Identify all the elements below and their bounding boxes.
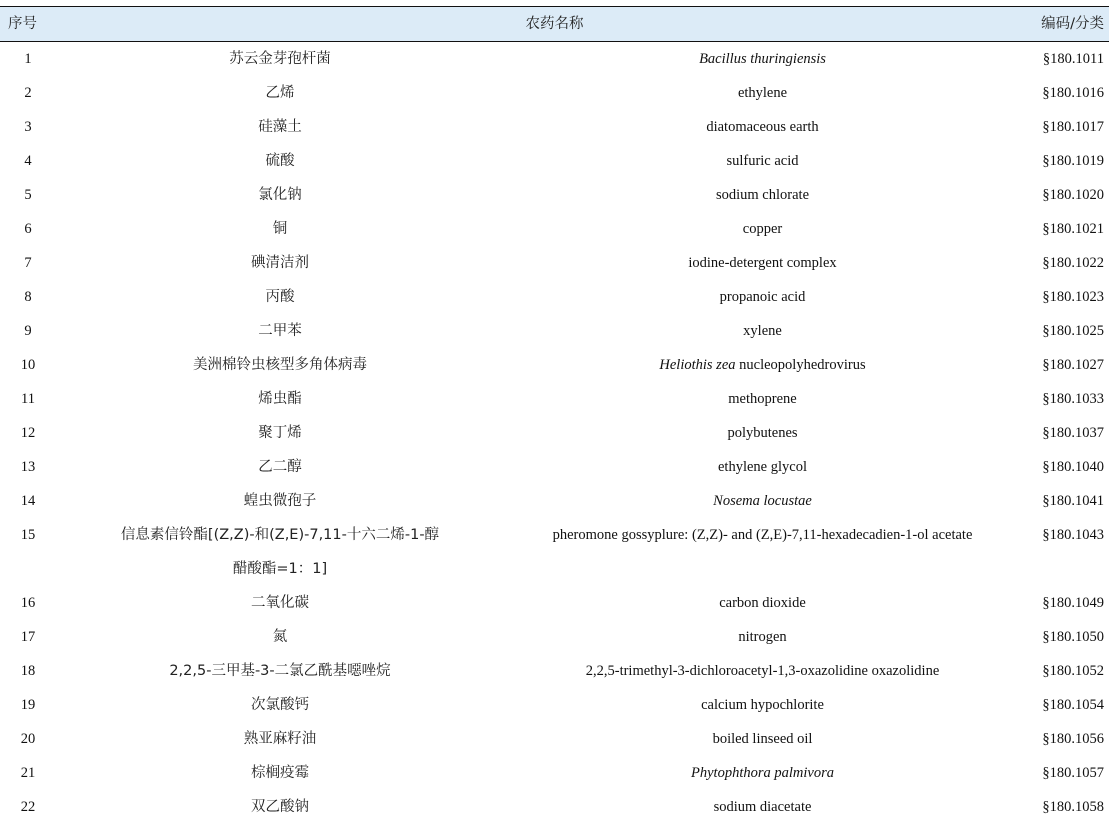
table-header [0, 6, 1109, 42]
row-code: §180.1033 [1042, 391, 1104, 407]
header-code: 编码/分类 [1041, 16, 1104, 32]
row-code: §180.1011 [1042, 51, 1104, 67]
row-code: §180.1056 [1042, 731, 1104, 747]
row-english-name: methoprene [728, 391, 797, 407]
table-row [0, 416, 1109, 450]
table-row [0, 76, 1109, 110]
row-code: §180.1037 [1042, 425, 1104, 441]
row-index: 18 [20, 663, 36, 679]
row-chinese-name: 双乙酸钠 [251, 799, 309, 815]
row-index: 5 [24, 187, 32, 203]
row-english-name: Nosema locustae [713, 493, 812, 509]
row-code: §180.1023 [1042, 289, 1104, 305]
row-code: §180.1020 [1042, 187, 1104, 203]
row-chinese-name: 次氯酸钙 [251, 697, 309, 713]
row-chinese-name: 铜 [272, 221, 288, 237]
row-english-name [510, 348, 1015, 382]
row-index: 20 [20, 731, 36, 747]
row-english-name: sodium diacetate [713, 799, 812, 815]
table-body [0, 42, 1109, 824]
row-index: 12 [20, 425, 36, 441]
table-row [0, 484, 1109, 518]
row-english-name: copper [742, 221, 783, 237]
row-chinese-name: 聚丁烯 [258, 425, 302, 441]
table-row [0, 212, 1109, 246]
row-english-name: iodine-detergent complex [688, 255, 837, 271]
row-index: 8 [24, 289, 32, 305]
table-row [0, 246, 1109, 280]
row-index: 15 [20, 527, 36, 543]
row-code: §180.1022 [1042, 255, 1104, 271]
row-chinese-name: 二甲苯 [258, 323, 302, 339]
row-chinese-name: 乙烯 [265, 85, 295, 101]
row-english-name: diatomaceous earth [706, 119, 819, 135]
table-row [0, 382, 1109, 416]
row-english-name: Phytophthora palmivora [691, 765, 834, 781]
table-row [0, 450, 1109, 484]
row-index: 10 [20, 357, 36, 373]
row-code: §180.1027 [1042, 357, 1104, 373]
table-row [0, 620, 1109, 654]
row-chinese-name: 氯化钠 [258, 187, 302, 203]
row-code: §180.1021 [1042, 221, 1104, 237]
row-chinese-name: 氮 [272, 629, 288, 645]
row-english-name: ethylene [737, 85, 788, 101]
table-row [0, 756, 1109, 790]
row-chinese-name: 硫酸 [265, 153, 295, 169]
row-chinese-name: 苏云金芽孢杆菌 [229, 51, 331, 67]
row-code: §180.1043 [1042, 527, 1104, 543]
row-index: 4 [24, 153, 32, 169]
row-code: §180.1050 [1042, 629, 1104, 645]
row-chinese-name: 棕榈疫霉 [251, 765, 309, 781]
row-index: 6 [24, 221, 32, 237]
row-english-name: sodium chlorate [715, 187, 810, 203]
row-chinese-name: 烯虫酯 [258, 391, 302, 407]
row-english-name: sulfuric acid [726, 153, 799, 169]
row-code: §180.1049 [1042, 595, 1104, 611]
pesticide-table [0, 6, 1109, 824]
row-chinese-name: 硅藻土 [258, 119, 302, 135]
row-english-name: boiled linseed oil [712, 731, 813, 747]
table-row [0, 144, 1109, 178]
row-chinese-name: 2,2,5-三甲基-3-二氯乙酰基噁唑烷 [169, 663, 391, 679]
row-chinese-name: 二氧化碳 [251, 595, 309, 611]
row-chinese-name: 碘清洁剂 [251, 255, 309, 271]
row-index: 3 [24, 119, 32, 135]
row-english-name: nitrogen [738, 629, 787, 645]
row-chinese-name: 丙酸 [265, 289, 295, 305]
row-code: §180.1016 [1042, 85, 1104, 101]
table-row [0, 654, 1109, 688]
row-chinese-name: 美洲棉铃虫核型多角体病毒 [193, 357, 367, 373]
row-chinese-name: 蝗虫微孢子 [243, 493, 317, 509]
row-english-name: polybutenes [727, 425, 798, 441]
row-index: 11 [21, 391, 35, 407]
row-code: §180.1019 [1042, 153, 1104, 169]
row-index: 1 [24, 51, 32, 67]
row-code: §180.1057 [1042, 765, 1104, 781]
table-row [0, 42, 1109, 76]
row-index: 17 [20, 629, 36, 645]
row-english-name-italic: Heliothis zea [659, 357, 736, 373]
row-index: 13 [20, 459, 36, 475]
row-english-name-rest: nucleopolyhedrovirus [735, 357, 866, 373]
table-row [0, 518, 1109, 586]
row-index: 2 [24, 85, 32, 101]
table-row [0, 722, 1109, 756]
header-name: 农药名称 [525, 16, 584, 32]
row-code: §180.1052 [1042, 663, 1104, 679]
row-code: §180.1058 [1042, 799, 1104, 815]
row-english-name: calcium hypochlorite [701, 697, 824, 713]
table-row [0, 178, 1109, 212]
row-english-name: ethylene glycol [718, 459, 807, 475]
row-index: 9 [24, 323, 32, 339]
table-row [0, 586, 1109, 620]
row-index: 7 [24, 255, 32, 271]
row-index: 21 [20, 765, 36, 781]
row-code: §180.1054 [1042, 697, 1104, 713]
row-code: §180.1017 [1042, 119, 1104, 135]
row-index: 22 [20, 799, 36, 815]
row-chinese-name: 乙二醇 [258, 459, 302, 475]
table-row [0, 314, 1109, 348]
row-english-name: pheromone gossyplure: (Z,Z)- and (Z,E)-7,11-hexadecadien-1-ol acetate [552, 527, 973, 543]
table-row [0, 110, 1109, 144]
row-chinese-name-line1: 信息素信铃酯[(Z,Z)-和(Z,E)-7,11-十六二烯-1-醇 [120, 527, 440, 543]
table-row [0, 688, 1109, 722]
table-row [0, 790, 1109, 824]
table-row [0, 348, 1109, 382]
row-code: §180.1041 [1042, 493, 1104, 509]
row-code: §180.1040 [1042, 459, 1104, 475]
row-english-name: Bacillus thuringiensis [699, 51, 826, 67]
row-english-name: 2,2,5-trimethyl-3-dichloroacetyl-1,3-oxazolidine oxazolidine [585, 663, 940, 679]
row-chinese-name [90, 518, 470, 586]
row-index: 19 [20, 697, 36, 713]
row-index: 16 [20, 595, 36, 611]
row-index: 14 [20, 493, 36, 509]
row-english-name: propanoic acid [719, 289, 806, 305]
row-english-name: xylene [743, 323, 782, 339]
row-english-name: carbon dioxide [719, 595, 806, 611]
row-code: §180.1025 [1042, 323, 1104, 339]
header-index: 序号 [8, 16, 37, 32]
table-row [0, 280, 1109, 314]
row-chinese-name: 熟亚麻籽油 [243, 731, 317, 747]
row-chinese-name-line2: 醋酸酯=1：1] [232, 561, 328, 577]
